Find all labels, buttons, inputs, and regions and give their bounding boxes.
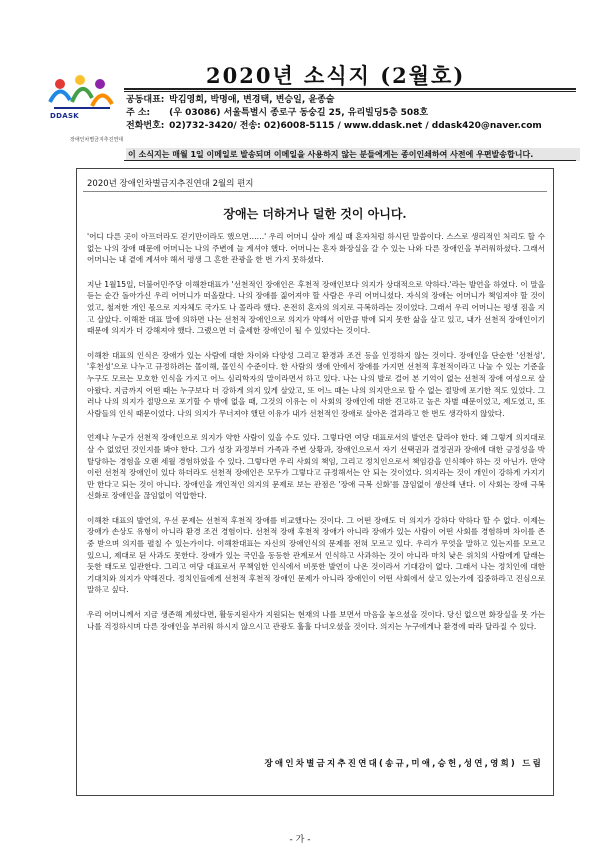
info-value: 박김영희, 박명애, 변경택, 변승일, 윤종술 bbox=[169, 95, 335, 105]
letter-heading: 2020년 장애인차별금지추진연대 2월의 편지 bbox=[87, 179, 254, 189]
paragraph: 이해찬 대표의 인식은 장애가 있는 사람에 대한 차이와 다양성 그리고 환경과 조건 등을 인정하지 않는 것이다. 장애인을 단순한 '선천성', '후천성'으로 나누고 규정하려는 몰이해, 몰인식 수준이다. 한 사람의 생애 안에서 장애를 가지면 선천적 후천적이라고 나눌 수 있는 기준을 누구도 모르는 모호한 인식을 가지고 어느 심리학자의 말이라면서 하고 있다. 나는 나의 발로 걸어 본 기억이 없는 선천적 장애 여성으로 살아왔다. 지금까지 어떤 때는 누구보다 더 강하게 의지 있게 살았고, 또 어느 때는 나의 의지만으로 할 수 없는 절망에 포기한 적도 있었다. 그러나 나의 의지가 절망으로 포기할 수 밖에 없을 때, 그것의 이유는 이 사회의 장애인에 대한 견고하고 높은 차별 때문이었고, 제도였고, 또 사람들의 인식 때문이었다. 나의 의지가 무너져야 했던 이유가 내가 선천적인 장애로 살아온 결과라고 한 번도 생각하지 않았다. bbox=[87, 350, 545, 418]
info-label: 주 소: bbox=[126, 108, 151, 118]
page-number: - 가 - bbox=[289, 835, 311, 845]
paragraph: 우리 어머니께서 지금 생존해 계셨다면, 활동지원사가 지원되는 현재의 나를 보면서 마음을 놓으셨을 것이다. 당신 없으면 화장실을 못 가는 나를 걱정하시며 다른 장애인을 부러워 하시지 않으시고 관광도 훌훌 다녀오셨을 것이다. 의지는 누구에게나 환경에 따라 달라질 수 있다. bbox=[87, 610, 545, 631]
header-bottom-divider bbox=[124, 160, 576, 161]
letter-title: 장애는 더하거나 덜한 것이 아니다. bbox=[223, 207, 407, 221]
paragraph: 언제나 누군가 선천적 장애인으로 의지가 약한 사람이 있을 수도 있다. 그렇다면 여당 대표로서의 발언은 달라야 한다. 왜 그렇게 의지대로 살 수 없었던 것인지를 봐야 한다. 그가 성장 과정부터 가족과 주변 상황과, 장애인으로서 자기 선택권과 결정권과 장애에 대한 긍정성을 박탈당하는 경험을 오랜 세월 경험하였을 수 있다. 그렇다면 우리 사회의 책임, 그리고 정치인으로서 책임감을 인식해야 하는 것 아닌가. 만약 이런 선천적 장애인이 있다 하더라도 선천적 장애인은 모두가 그렇다고 규정해서는 안 되는 것이었다. 의지라는 것이 개인이 강하게 가지기만 한다고 되는 것이 아니다. 장애인을 개인적인 의지의 문제로 보는 관점은 '장애 극복 신화'를 끊임없이 생산해 낸다. 이 사회는 장애 극복 신화로 장애인을 끊임없이 억압한다. bbox=[87, 433, 545, 501]
info-label: 전화번호: bbox=[126, 121, 165, 131]
ddask-logo bbox=[40, 72, 130, 144]
newsletter-title: 2020년 소식지 (2월호) bbox=[206, 63, 466, 88]
logo-org-text: 장애인차별금지추진연대 bbox=[70, 137, 124, 143]
info-value: (우 03086) 서울특별시 종로구 동숭길 25, 유리빌딩5층 508호 bbox=[169, 108, 429, 118]
newsletter-header bbox=[28, 60, 572, 159]
org-info bbox=[126, 94, 542, 133]
letter-body bbox=[87, 231, 545, 645]
info-value: 02)732-3420/ 전송: 02)6008-5115 / www.ddask.net / ddask420@naver.com bbox=[169, 121, 542, 131]
header-divider bbox=[124, 88, 576, 90]
logo-figure-icon bbox=[40, 72, 130, 132]
letter-signature: 장애인차별금지추진연대(송규,미애,승헌,성연,영희) 드림 bbox=[264, 759, 543, 769]
letter-box bbox=[76, 168, 554, 796]
header-divider-thin bbox=[124, 91, 576, 92]
paragraph: '어디 다른 곳이 아프더라도 걷기만이라도 했으면……' 우리 어머니 살아 계실 때 혼자처럼 하시던 말씀이다. 스스로 생리적인 처리도 할 수 없는 나의 장애 때문에 어머니는 나의 주변에 늘 계셔야 했다. 어머니는 혼자 화장실을 갈 수 있는 나와 다른 장애인을 부러워하셨다. 그래서 어머니는 내 곁에 계셔야 해서 평생 그 흔한 관광을 한 번 가지 못하셨다. bbox=[87, 232, 545, 265]
info-label: 공동대표: bbox=[126, 95, 165, 105]
info-row-contact bbox=[126, 120, 542, 133]
letter-divider bbox=[83, 191, 547, 192]
logo-text: DDASK bbox=[50, 112, 80, 120]
paragraph: 이해찬 대표의 발언의, 우선 문제는 선천적 후천적 장애를 비교했다는 것이다. 그 어떤 장애도 더 의지가 강하다 약하다 할 수 없다. 이제는 장애가 손상도 유형이 아니라 환경 조건 경험이다. 선천적 장애 후천적 장애가 아니라 장애가 있는 사람이 어떤 사회를 경험하며 차이를 존중 받으며 의지를 펼칠 수 있는가이다. 이해찬대표는 자신의 장애인식의 문제를 전혀 모르고 있다. 우리가 무엇을 말하고 있는지를 모르고 있으니, 제대로 된 사과도 못한다. 장애가 있는 국민을 동등한 관계로서 인식하고 사과하는 것이 아니라 마치 낮은 위치의 사람에게 달래는 듯한 태도로 일관한다. 그리고 여당 대표로서 무책임한 인식에서 비롯한 발언이 나온 것이라서 기대감이 없다. 그래서 나는 정치인에 대한 기대치와 의지가 약해진다. 정치인들에게 선천적 후천적 장애인 문제가 아니라 장애인이 어떤 사회에서 살고 있는가에 집중하라고 진심으로 말하고 싶다. bbox=[87, 515, 546, 595]
paragraph: 지난 1월15일, 더불어민주당 이해찬대표가 '선천적인 장애인은 후천적 장애인보다 의지가 상대적으로 약하다.'라는 발언을 하였다. 이 말을 듣는 순간 돌아가신 우리 어머니가 떠올랐다. 나의 장애를 짊어져야 할 사람은 우리 어머니셨다. 자식의 장애는 어머니가 책임져야 할 것이었고, 철저한 개인 몫으로 지자체도 국가도 나 몰라라 했다. 온전히 혼자의 의지로 극복하라는 것이었다. 그래서 우리 어머니는 평생 짐을 지고 살았다. 이해찬 대표 말에 의하면 나는 선천적 장애인으로 의지가 약해서 이만큼 밖에 되지 못한 삶을 살고 있고, 내가 선천적 장애인이기 때문에 의지가 더 강해져야 했다. 그랬으면 더 출세한 장애인이 될 수 있었다는 것이다. bbox=[87, 279, 545, 336]
mailing-notice: 이 소식지는 매월 1일 이메일로 발송되며 이메일을 사용하지 않는 분들에게는 종이인쇄하여 사전에 우편발송합니다. bbox=[126, 148, 580, 161]
info-row-representatives bbox=[126, 94, 542, 107]
info-row-address bbox=[126, 107, 542, 120]
